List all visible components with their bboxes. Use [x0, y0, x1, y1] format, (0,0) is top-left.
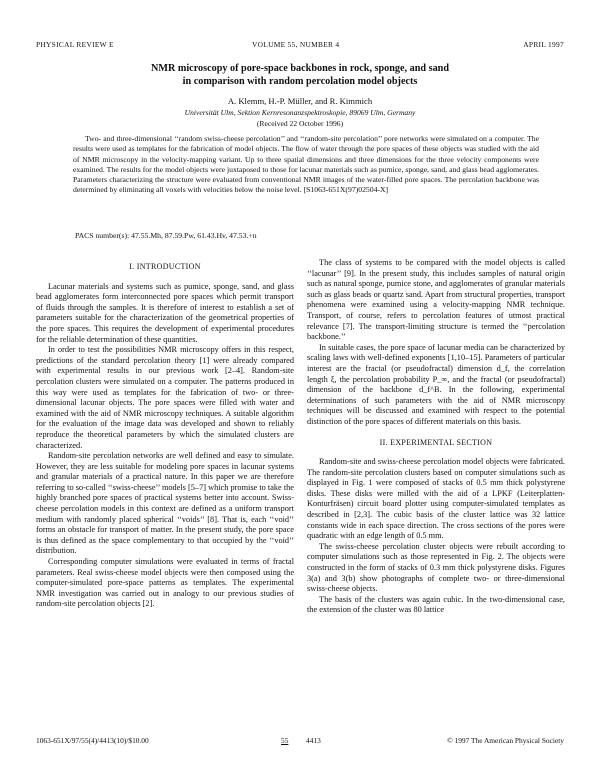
page-footer [36, 736, 564, 748]
section-heading-introduction: I. INTRODUCTION [129, 262, 201, 271]
footer-volume: 55 [281, 736, 289, 745]
pacs-numbers: PACS number(s): 47.55.Mh, 87.59.Pw, 61.43.Hv, 47.53.+n [75, 231, 257, 240]
authors: A. Klemm, H.-P. Müller, and R. Kimmich [227, 96, 373, 106]
paragraph: The class of systems to be compared with the model objects is called ‘‘lacunar’’ [9]. In the present study, this includes samples of natural origin such as natural sponge, pumice stone, and agglomerates of granular materials such as glass beads or quartz sand. Apart from structural properties, transport phenomena were examined using a velocity-mapping NMR technique. Transport, of course, refers to percolation features of utmost practical relevance [7]. The transport-limiting structure is termed the ‘‘percolation backbone.’’ [307, 258, 565, 342]
paragraph: In suitable cases, the pore space of lacunar media can be characterized by scaling laws with well-defined exponents [1,10–15]. Parameters of particular interest are the fractal (or pseudofractal) dimension d_f, the correlation length ξ, the percolation probability P_∞, and the fractal (or pseudofractal) dimension of the backbone d_f^B. In the following, experimental determinations of such parameters with the aid of NMR microscopy techniques will be discussed and examined with respect to the potential distinction of the pore spaces of different materials on this basis. [307, 342, 565, 426]
left-column [36, 262, 294, 610]
journal-name: PHYSICAL REVIEW E [36, 40, 114, 49]
paragraph: Lacunar materials and systems such as pumice, sponge, sand, and glass bead agglomerates form interconnected pore spaces which permit transport of fluids through the samples. It is therefore of interest to establish a set of parameters suitable for the characterization of the geometrical properties of the pore spaces. This requires the development of experimental procedures for the reliable determination of these quantities. [36, 281, 294, 344]
copyright: © 1997 The American Physical Society [447, 736, 564, 745]
title-line-1: NMR microscopy of pore-space backbones in rock, sponge, and sand [150, 63, 449, 74]
page-number: 4413 [306, 736, 321, 745]
paragraph: The basis of the clusters was again cubic. In the two-dimensional case, the extension of the cluster was 80 lattice [307, 594, 565, 615]
title-line-2: in comparison with random percolation model objects [182, 75, 418, 87]
paragraph: Corresponding computer simulations were evaluated in terms of fractal parameters. Real swiss-cheese model objects were then composed using the computer-simulated pore-space patterns as templates. The experimental NMR investigation was carried out in analogy to our previous studies of random-site percolation objects [2]. [36, 557, 294, 609]
paper-title [60, 63, 540, 88]
article-code: 1063-651X/97/55(4)/4413(10)/$10.00 [36, 736, 149, 745]
paragraph: Random-site percolation networks are well defined and easy to simulate. However, they are less suitable for modeling pore spaces in lacunar systems and granular materials of a practical nature. In this paper we are therefore referring to so-called ‘‘swiss-cheese’’ models [5–7] which promise to take the highly branched pore spaces of practical systems better into account. Swiss-cheese percolation models in this context are defined as a uniform transport medium with randomly placed spherical ‘‘voids’’ [8]. That is, each ‘‘void’’ forms an obstacle for transport of matter. In the present study, the pore space is thus defined as the space complementary to that occupied by the ‘‘void’’ distribution. [36, 451, 294, 556]
paragraph: The swiss-cheese percolation cluster objects were rebuilt according to computer simulations such as those represented in Fig. 2. The objects were constructed in the form of stacks of 0.3 mm thick polystyrene disks. Figures 3(a) and 3(b) show photographs of complete two- or three-dimensional swiss-cheese objects. [307, 541, 565, 594]
running-header [36, 40, 564, 52]
paragraph: Random-site and swiss-cheese percolation model objects were fabricated. The random-site percolation clusters based on computer simulations such as displayed in Fig. 1 were composed of stacks of 0.5 mm thick polystyrene disks. These disks were milled with the aid of a LPKF (Leiterplatten-Konturfräsen) circuit board plotter using computer-simulated templates as described in [2,3]. The cubic basis of the cluster lattice was 32 lattice constants wide in each space direction. The cross sections of the pores were quadratic with an edge length of 0.5 mm. [307, 457, 565, 541]
right-column [307, 258, 565, 616]
received-date: (Received 22 October 1996) [256, 119, 344, 128]
issue-date: APRIL 1997 [523, 40, 564, 49]
paragraph: In order to test the possibilities NMR microscopy offers in this respect, predictions of the standard percolation theory [1] were already compared with experimental results in our previous work [2–4]. Random-site percolation clusters were simulated on a computer. The patterns produced in this way were used as templates for the fabrication of two- or three-dimensional lacunar objects. The pore spaces were filled with water and examined with the aid of NMR microscopy techniques. A suitable algorithm for the evaluation of the image data was developed and shown to reliably reproduce the theoretical parameters by which the simulated clusters are characterized. [36, 345, 294, 450]
affiliation: Universität Ulm, Sektion Kernresonanzspektroskopie, 89069 Ulm, Germany [184, 108, 416, 117]
section-heading-experimental: II. EXPERIMENTAL SECTION [379, 437, 493, 447]
volume-number: VOLUME 55, NUMBER 4 [252, 40, 340, 49]
abstract: Two- and three-dimensional ‘‘random swiss-cheese percolation’’ and ‘‘random-site percolation’’ pore networks were simulated on a computer. The results were used as templates for the fabrication of model objects. The flow of water through the pore spaces of these objects was studied with the aid of NMR microscopy in the velocity-mapping variant. Up to three spatial dimensions and three dimensions for the three velocity components were examined. The results for the model objects were juxtaposed to those for lacunar materials such as pumice, sponge, sand, and glass bead agglomerates. Parameters characterizing the structure were evaluated from conventional NMR images of the water-filled pore spaces. The percolation backbone was determined by eliminating all voxels with velocities below the noise level. [S1063-651X(97)02504-X] [73, 134, 539, 195]
